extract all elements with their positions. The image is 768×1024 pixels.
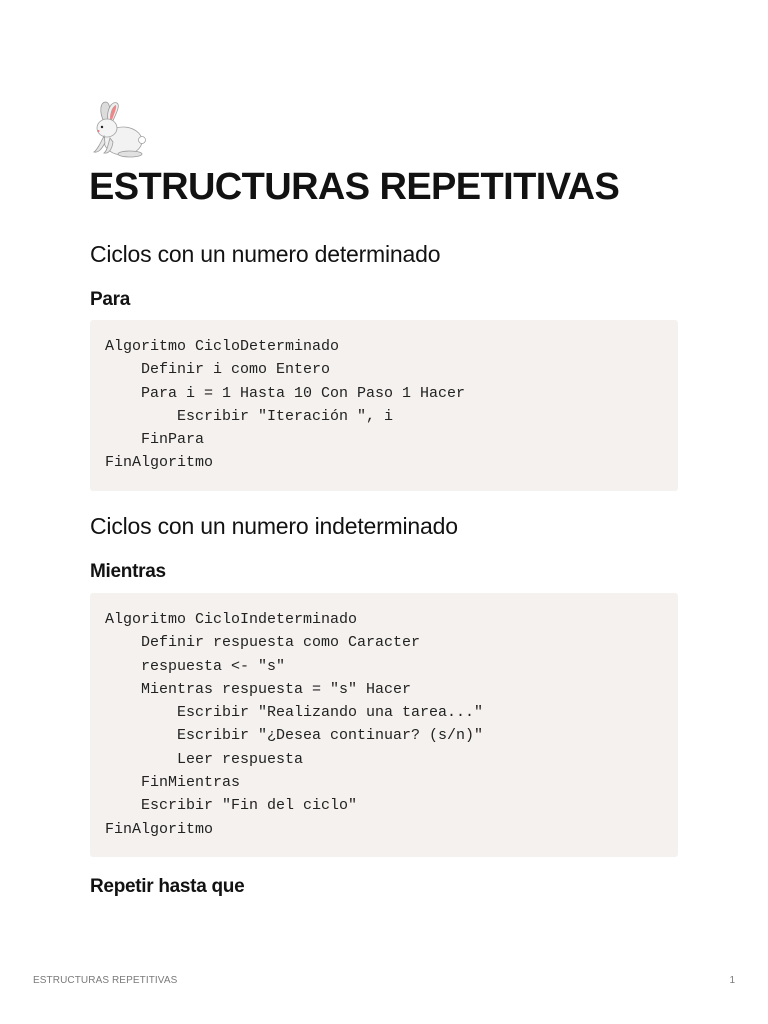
footer-title: ESTRUCTURAS REPETITIVAS — [33, 975, 178, 986]
subheading-repetir: Repetir hasta que — [90, 876, 245, 897]
code-block-para — [90, 320, 678, 491]
code-line: Definir i como Entero — [105, 361, 331, 379]
code-line: Escribir "Iteración ", i — [105, 407, 394, 425]
page-number: 1 — [729, 975, 735, 986]
code-line: FinMientras — [105, 774, 241, 792]
code-block-mientras — [90, 593, 678, 857]
code-line: FinAlgoritmo — [105, 454, 214, 472]
code-line: Leer respuesta — [105, 750, 304, 768]
subheading-para: Para — [90, 289, 131, 310]
code-line: Algoritmo CicloDeterminado — [105, 338, 340, 355]
code-line: Para i = 1 Hasta 10 Con Paso 1 Hacer — [105, 384, 466, 402]
code-line: Escribir "Realizando una tarea..." — [105, 704, 484, 722]
code-line: Definir respuesta como Caracter — [105, 634, 421, 652]
code-line: FinPara — [105, 431, 205, 449]
subheading-mientras: Mientras — [90, 561, 166, 582]
section-heading-determinado: Ciclos con un numero determinado — [90, 241, 441, 267]
code-line: Algoritmo CicloIndeterminado — [105, 611, 358, 628]
code-line: FinAlgoritmo — [105, 820, 214, 838]
code-line: Escribir "Fin del ciclo" — [105, 797, 358, 815]
page-title: ESTRUCTURAS REPETITIVAS — [89, 166, 620, 208]
code-line: Mientras respuesta = "s" Hacer — [105, 680, 412, 698]
section-heading-indeterminado: Ciclos con un numero indeterminado — [90, 513, 458, 539]
rabbit-icon — [90, 100, 146, 158]
code-line: Escribir "¿Desea continuar? (s/n)" — [105, 727, 484, 745]
code-line: respuesta <- "s" — [105, 657, 286, 675]
